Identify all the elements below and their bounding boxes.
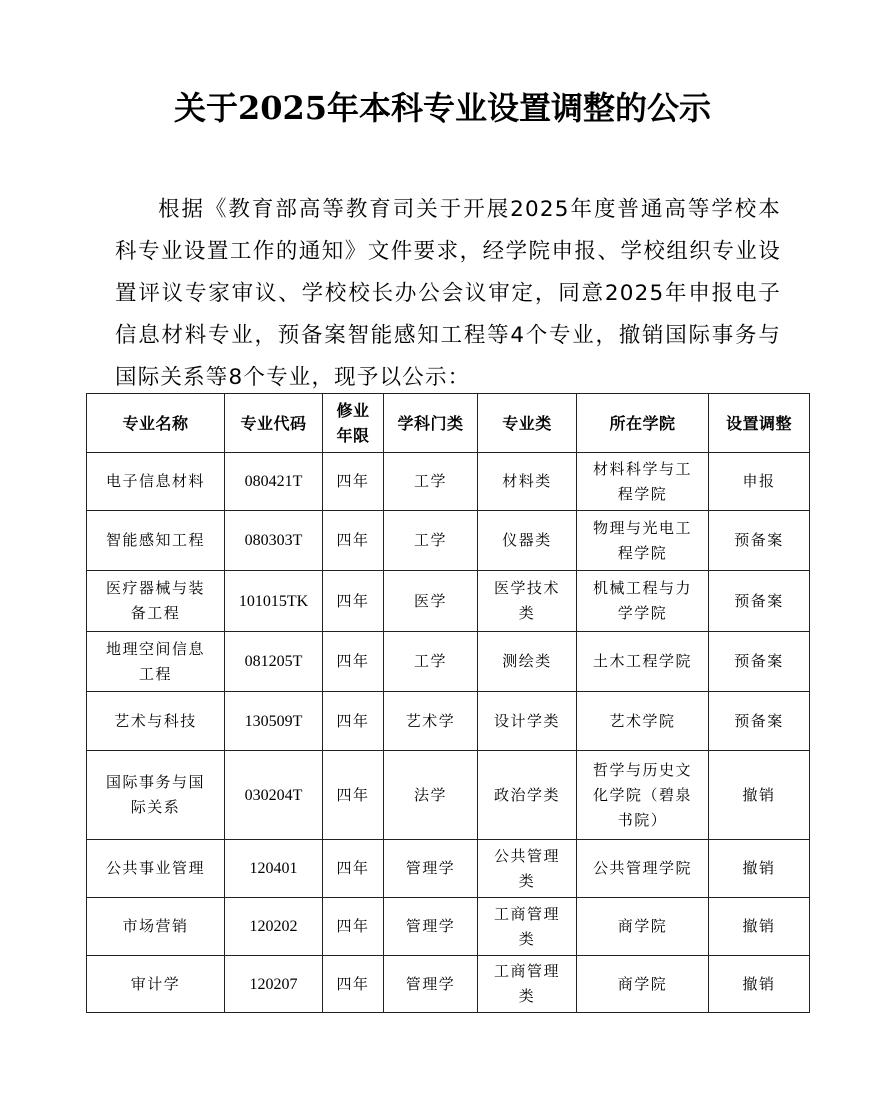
table-row: [87, 898, 810, 956]
cell-major-code: 101015TK: [225, 571, 323, 632]
cell-adjustment: 预备案: [709, 692, 810, 751]
major-name-text: 国际事务与国际关系: [105, 773, 205, 816]
cell-discipline: 工学: [384, 511, 478, 571]
cell-adjustment: 预备案: [709, 632, 810, 692]
cell-adjustment: 撤销: [709, 840, 810, 898]
table-row: [87, 632, 810, 692]
cell-adjustment: 预备案: [709, 511, 810, 571]
college-text: 机械工程与力学学院: [592, 579, 692, 622]
cell-major-name: 智能感知工程: [87, 511, 225, 571]
major-name-text: 地理空间信息工程: [105, 639, 205, 683]
cell-major-code: 080303T: [225, 511, 323, 571]
table-row: [87, 692, 810, 751]
cell-college: [577, 453, 709, 511]
announcement-paragraph: 根据《教育部高等教育司关于开展2025年度普通高等学校本科专业设置工作的通知》文件要求，经学院申报、学校组织专业设置评议专家审议、学校校长办公会议审定，同意2025年申报电子信息材料专业，预备案智能感知工程等4个专业，撤销国际事务与国际关系等8个专业，现予以公示：: [115, 197, 781, 390]
table-row: [87, 956, 810, 1013]
header-discipline: 学科门类: [384, 394, 478, 453]
cell-adjustment: 撤销: [709, 751, 810, 840]
cell-duration: 四年: [323, 511, 384, 571]
cell-category: [478, 571, 577, 632]
cell-major-name: 艺术与科技: [87, 692, 225, 751]
cell-category: [478, 898, 577, 956]
cell-college: 商学院: [577, 898, 709, 956]
cell-duration: 四年: [323, 840, 384, 898]
category-text: 工商管理类: [493, 904, 560, 948]
cell-major-code: 080421T: [225, 453, 323, 511]
cell-discipline: 管理学: [384, 898, 478, 956]
college-text: 物理与光电工程学院: [592, 518, 692, 562]
cell-college: 商学院: [577, 956, 709, 1013]
cell-discipline: 工学: [384, 453, 478, 511]
header-duration: [323, 394, 384, 453]
cell-college: [577, 571, 709, 632]
cell-duration: 四年: [323, 453, 384, 511]
category-text: 公共管理类: [493, 846, 560, 890]
cell-major-name: [87, 571, 225, 632]
cell-major-name: [87, 632, 225, 692]
cell-major-name: [87, 751, 225, 840]
header-adjustment: 设置调整: [709, 394, 810, 453]
cell-category: 仪器类: [478, 511, 577, 571]
table-row: [87, 840, 810, 898]
table-row: [87, 511, 810, 571]
cell-adjustment: 撤销: [709, 898, 810, 956]
category-text: 医学技术类: [493, 579, 560, 622]
majors-table: [86, 393, 810, 1013]
cell-discipline: 管理学: [384, 840, 478, 898]
cell-adjustment: 预备案: [709, 571, 810, 632]
header-college: 所在学院: [577, 394, 709, 453]
cell-category: 设计学类: [478, 692, 577, 751]
cell-duration: 四年: [323, 898, 384, 956]
college-text: 材料科学与工程学院: [592, 459, 692, 503]
cell-major-name: 电子信息材料: [87, 453, 225, 511]
cell-major-code: 120401: [225, 840, 323, 898]
cell-duration: 四年: [323, 956, 384, 1013]
table-row: [87, 751, 810, 840]
table-row: [87, 453, 810, 511]
cell-major-code: 030204T: [225, 751, 323, 840]
cell-major-code: 120207: [225, 956, 323, 1013]
document-title: 关于2025年本科专业设置调整的公示: [173, 89, 712, 127]
cell-category: 测绘类: [478, 632, 577, 692]
cell-duration: 四年: [323, 571, 384, 632]
cell-college: [577, 751, 709, 840]
cell-major-code: 081205T: [225, 632, 323, 692]
cell-discipline: 管理学: [384, 956, 478, 1013]
category-text: 工商管理类: [493, 962, 560, 1005]
table-row: [87, 571, 810, 632]
header-major-code: 专业代码: [225, 394, 323, 453]
cell-major-name: 市场营销: [87, 898, 225, 956]
cell-duration: 四年: [323, 692, 384, 751]
cell-major-code: 130509T: [225, 692, 323, 751]
cell-adjustment: 撤销: [709, 956, 810, 1013]
cell-major-name: 审计学: [87, 956, 225, 1013]
cell-discipline: 医学: [384, 571, 478, 632]
cell-discipline: 法学: [384, 751, 478, 840]
cell-category: 材料类: [478, 453, 577, 511]
cell-adjustment: 申报: [709, 453, 810, 511]
cell-category: [478, 956, 577, 1013]
header-duration-label: 修业年限: [336, 401, 370, 445]
cell-discipline: 艺术学: [384, 692, 478, 751]
table-header-row: [87, 394, 810, 453]
cell-discipline: 工学: [384, 632, 478, 692]
college-text: 哲学与历史文化学院（碧泉书院）: [592, 760, 692, 829]
cell-duration: 四年: [323, 632, 384, 692]
cell-major-name: 公共事业管理: [87, 840, 225, 898]
major-name-text: 医疗器械与装备工程: [105, 579, 205, 622]
cell-duration: 四年: [323, 751, 384, 840]
header-major-name: 专业名称: [87, 394, 225, 453]
cell-category: [478, 840, 577, 898]
cell-category: 政治学类: [478, 751, 577, 840]
cell-college: 土木工程学院: [577, 632, 709, 692]
cell-college: 艺术学院: [577, 692, 709, 751]
cell-major-code: 120202: [225, 898, 323, 956]
cell-college: 公共管理学院: [577, 840, 709, 898]
header-category: 专业类: [478, 394, 577, 453]
cell-college: [577, 511, 709, 571]
